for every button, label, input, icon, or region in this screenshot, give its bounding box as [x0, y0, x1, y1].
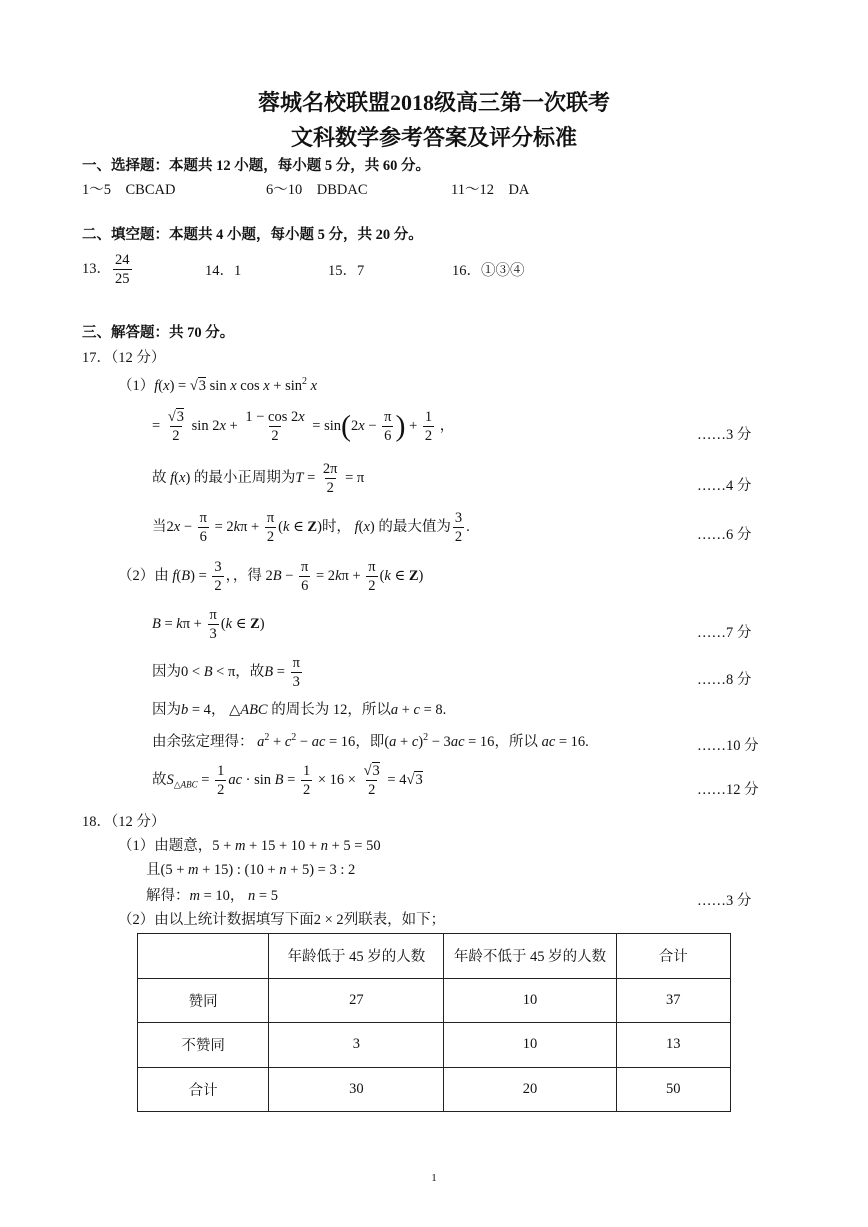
cos-law-text-b: ，即 — [355, 733, 385, 750]
section-multiple-choice-heading: 一、选择题：本题共 12 小题，每小题 5 分，共 60 分。 — [82, 158, 430, 174]
table-cell: 10 — [444, 1023, 616, 1068]
q17-B-range: 因为0 < B < π，故B = $\frac{\pi}{3}$ — [152, 655, 300, 690]
table-header-cell: 合计 — [616, 934, 730, 979]
mc-answers-6-10: 6～10 DBDAC — [266, 182, 368, 198]
q17-period: 故 f(x) 的最小正周期为T = $\frac{2\pi}{2}$ = π — [152, 461, 365, 496]
score-8: ……8 分 — [697, 672, 752, 688]
table-header-cell: 年龄低于 45 岁的人数 — [269, 934, 444, 979]
because1-text: 因为 — [152, 663, 181, 680]
table-cell: 13 — [616, 1023, 730, 1068]
q18-part2-text-b: 列联表，如下； — [343, 912, 446, 928]
mc-answers-11-12: 11～12 DA — [451, 182, 530, 198]
table-header-row — [138, 934, 731, 979]
because2-text-b: ， — [210, 702, 226, 718]
score-18-3: ……3 分 — [697, 893, 752, 909]
q17-part1-marker: （1） — [118, 377, 155, 394]
q17-cosine-law: 由余弦定理得： $a^2 + c^2$ − ac = 16，即$(a + c)^2 - 3ac = 16$，所以 ac = 16. — [152, 732, 589, 750]
document-title: 蓉城名校联盟2018级高三第一次联考 — [257, 90, 610, 115]
table-cell: 20 — [444, 1067, 616, 1112]
score-3: ……3 分 — [697, 427, 752, 443]
table-row — [138, 978, 731, 1023]
page-number: 1 — [431, 1172, 437, 1184]
q17-area: 故$S_{\triangle ABC}$ = $\frac{1}{2}$ ac · sin B = $\frac{1}{2}$ × 16 × $\frac{√3}{2}$ = 4√3 — [152, 763, 423, 798]
section-solutions-heading: 三、解答题：共 70 分。 — [82, 325, 235, 341]
q13-numerator: 24 — [115, 252, 130, 268]
table-row — [138, 1067, 731, 1112]
fill-answer-15: 15．7 — [328, 263, 365, 279]
q18-part1-text-c: 解得： — [146, 888, 190, 904]
area-text: 故 — [152, 771, 167, 788]
q17-B-value: B = kπ + $\frac{\pi}{3}$ (k ∈ Z) — [152, 607, 265, 642]
q13-label: 13． — [82, 260, 111, 277]
part2-text-b: ，得 — [232, 567, 262, 584]
table-cell: 50 — [616, 1067, 730, 1112]
score-6: ……6 分 — [697, 527, 752, 543]
q18-part1-eq2: 且(5 + m + 15) : (10 + n + 5) = 3 : 2 — [146, 862, 356, 878]
table-cell: 10 — [444, 978, 616, 1023]
q18-part2-text: （2）由以上统计数据填写下面 — [118, 912, 314, 928]
q17-label: 17．（12 分） — [82, 350, 166, 366]
q13-fraction — [113, 253, 132, 286]
score-7: ……7 分 — [697, 625, 752, 641]
q18-part1-eq1: （1）由题意，5 + m + 15 + 10 + n + 5 = 50 — [118, 838, 381, 854]
q18-part1-solution: 解得：m = 10， n = 5 — [146, 888, 278, 904]
q18-part1-text-b: 且 — [146, 862, 161, 878]
q17-part1-def: （1）f(x) = √3 sin x $\cos x + \sin^2 x$ — [118, 376, 318, 394]
fill-answer-16: 16．①③④ — [452, 263, 525, 279]
because1-text-b: ，故 — [235, 663, 265, 680]
table-cell: 合计 — [138, 1067, 269, 1112]
table-cell: 37 — [616, 978, 730, 1023]
q18-part2-intro: （2）由以上统计数据填写下面2 × 2列联表，如下； — [118, 912, 446, 928]
table-cell: 30 — [269, 1067, 444, 1112]
max-text-b: 时， — [321, 518, 351, 535]
q17-simplification: = $\frac{√3}{2}$ sin 2x + $\frac{1 - \cos 2x}{2}$ = sin(2x − $\frac{\pi}{6}$ ) + $\frac{1}{2}$ ， — [152, 409, 455, 444]
cos-law-text: 由余弦定理得： — [152, 733, 254, 750]
part2-text-a: 由 — [154, 567, 169, 584]
q17-part2-marker: （2） — [118, 567, 155, 584]
table-cell: 27 — [269, 978, 444, 1023]
document-subtitle: 文科数学参考答案及评分标准 — [290, 125, 577, 150]
table-cell: 不赞同 — [138, 1023, 269, 1068]
cos-law-text-c: ，所以 — [494, 733, 538, 750]
max-text-a: 当 — [152, 518, 167, 535]
fill-answer-13 — [82, 253, 134, 286]
q17-part2: （2）由 f(B) = $\frac{3}{2}$ ，，得 2B − $\frac{\pi}{6}$ = 2kπ + $\frac{\pi}{2}$ (k ∈ Z) — [118, 559, 424, 594]
q17-maximum: 当2x − $\frac{\pi}{6}$ = 2kπ + $\frac{\pi}{2}$ (k ∈ Z)时， f(x) 的最大值为 $\frac{3}{2}$ . — [152, 510, 470, 545]
score-4: ……4 分 — [697, 478, 752, 494]
q18-label: 18．（12 分） — [82, 814, 166, 830]
table-cell: 3 — [269, 1023, 444, 1068]
table-row — [138, 1023, 731, 1068]
table-header-cell: 年龄不低于 45 岁的人数 — [444, 934, 616, 979]
table-cell: 赞同 — [138, 978, 269, 1023]
q17-perimeter: 因为b = 4， △ABC 的周长为 12，所以a + c = 8. — [152, 702, 447, 718]
contingency-table — [137, 933, 731, 1112]
because2-text: 因为 — [152, 702, 181, 718]
period-text-b: 的最小正周期为 — [193, 469, 296, 486]
max-text-c: 的最大值为 — [378, 518, 451, 535]
period-text-a: 故 — [152, 469, 167, 486]
section-fill-in-heading: 二、填空题：本题共 4 小题，每小题 5 分，共 20 分。 — [82, 227, 423, 243]
because2-text-c: 的周长为 12，所以 — [271, 702, 391, 718]
score-10: ……10 分 — [697, 738, 759, 754]
mc-answers-1-5: 1～5 CBCAD — [82, 182, 176, 198]
score-12: ……12 分 — [697, 782, 759, 798]
table-header-cell — [138, 934, 269, 979]
q13-denominator: 25 — [115, 270, 130, 287]
fill-answer-14: 14．1 — [205, 263, 242, 279]
q18-part1-text: （1）由题意， — [118, 838, 213, 854]
